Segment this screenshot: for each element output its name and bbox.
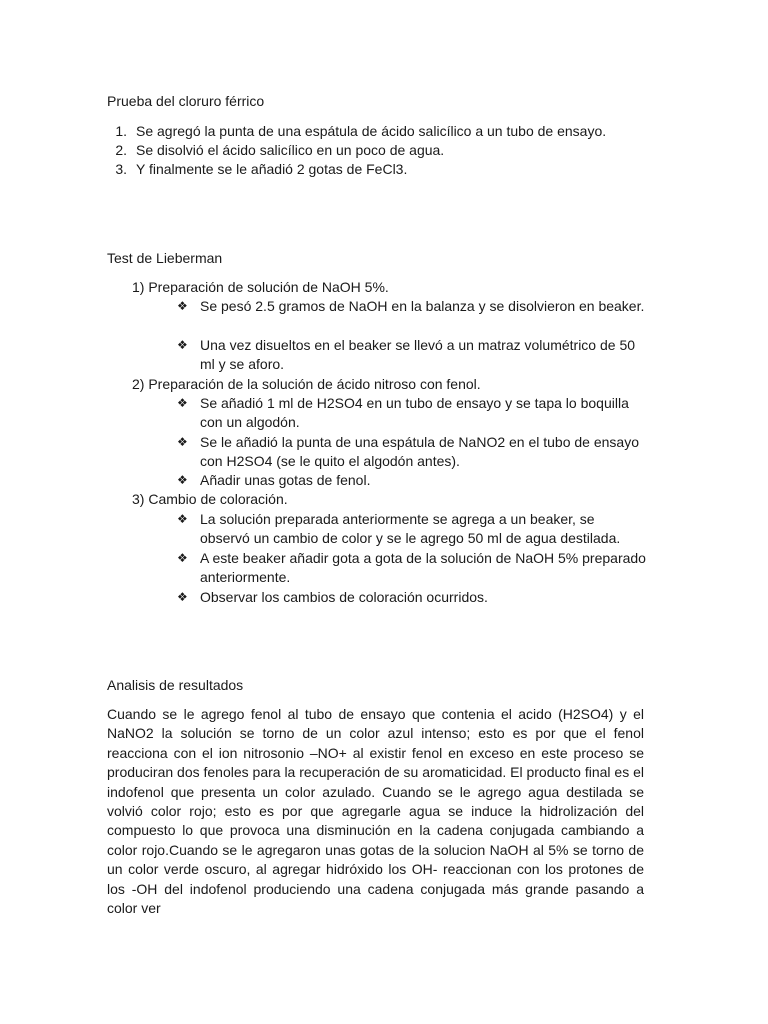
diamond-bullet-icon: ❖ [177,396,188,410]
step-text: Se agregó la punta de una espátula de ácido salicílico a un tubo de ensayo. [136,123,607,139]
diamond-bullet-icon: ❖ [177,435,188,449]
step-text: Y finalmente se le añadió 2 gotas de FeCl3. [136,161,408,177]
bullet-item [177,433,647,472]
diamond-bullet-icon: ❖ [177,590,188,604]
step-number: 2. [115,142,127,158]
step-text: Se disolvió el ácido salicílico en un poco de agua. [136,142,445,158]
bullet-text: Una vez disueltos en el beaker se llevó a un matraz volumétrico de 50 ml y se aforo. [200,337,636,373]
bullet-text: Se pesó 2.5 gramos de NaOH en la balanza y se disolvieron en beaker. [200,298,645,314]
diamond-bullet-icon: ❖ [177,299,188,313]
analysis-heading: Analisis de resultados [107,677,244,693]
diamond-bullet-icon: ❖ [177,512,188,526]
bullet-text: Observar los cambios de coloración ocurridos. [200,589,488,605]
step-number: 1. [115,123,127,139]
bullet-text: Se añadió 1 ml de H2SO4 en un tubo de ensayo y se tapa lo boquilla con un algodón. [200,395,629,431]
diamond-bullet-icon: ❖ [177,473,188,487]
diamond-bullet-icon: ❖ [177,551,188,565]
ferric-chloride-heading: Prueba del cloruro férrico [107,93,265,109]
bullet-item [177,510,647,549]
bullet-item [177,297,647,316]
analysis-paragraph: Cuando se le agrego fenol al tubo de ensayo que contenia el acido (H2SO4) y el NaNO2 la solución se torno de un color azul intenso; esto es por que el fenol reacciona con el ion nitrosonio –NO+ al existir fenol en exceso en este proceso se produciran dos fenoles para la recuperación de su aromaticidad. El producto final es el indofenol que presenta un color azulado. Cuando se le agrego agua destilada se volvió color rojo; esto es por que agregarle agua se induce la hidrolización del compuesto lo que provoca una disminución en la cadena conjugada cambiando a color rojo.Cuando se le agregaron unas gotas de la solucion NaOH al 5% se torno de un color verde oscuro, al agregar hidróxido los OH- reaccionan con los protones de los -OH del indofenol produciendo una cadena conjugada más grande pasando a color ver [107,706,644,917]
bullet-text: Se le añadió la punta de una espátula de NaNO2 en el tubo de ensayo con H2SO4 (se le quito el algodón antes). [200,434,639,470]
lieberman-step-3: 3) Cambio de coloración. [132,491,288,507]
bullet-item [177,336,647,375]
bullet-item [177,394,647,433]
lieberman-step-2: 2) Preparación de la solución de ácido nitroso con fenol. [132,376,481,392]
bullet-item [177,471,647,490]
step-number: 3. [115,161,127,177]
bullet-item [177,549,647,588]
lieberman-heading: Test de Lieberman [107,250,223,266]
lieberman-step-1: 1) Preparación de solución de NaOH 5%. [132,279,389,295]
bullet-text: Añadir unas gotas de fenol. [200,472,371,488]
bullet-item [177,588,647,607]
diamond-bullet-icon: ❖ [177,338,188,352]
bullet-text: A este beaker añadir gota a gota de la solución de NaOH 5% preparado anteriormente. [200,550,646,586]
bullet-text: La solución preparada anteriormente se agrega a un beaker, se observó un cambio de color y se le agrego 50 ml de agua destilada. [200,511,621,547]
